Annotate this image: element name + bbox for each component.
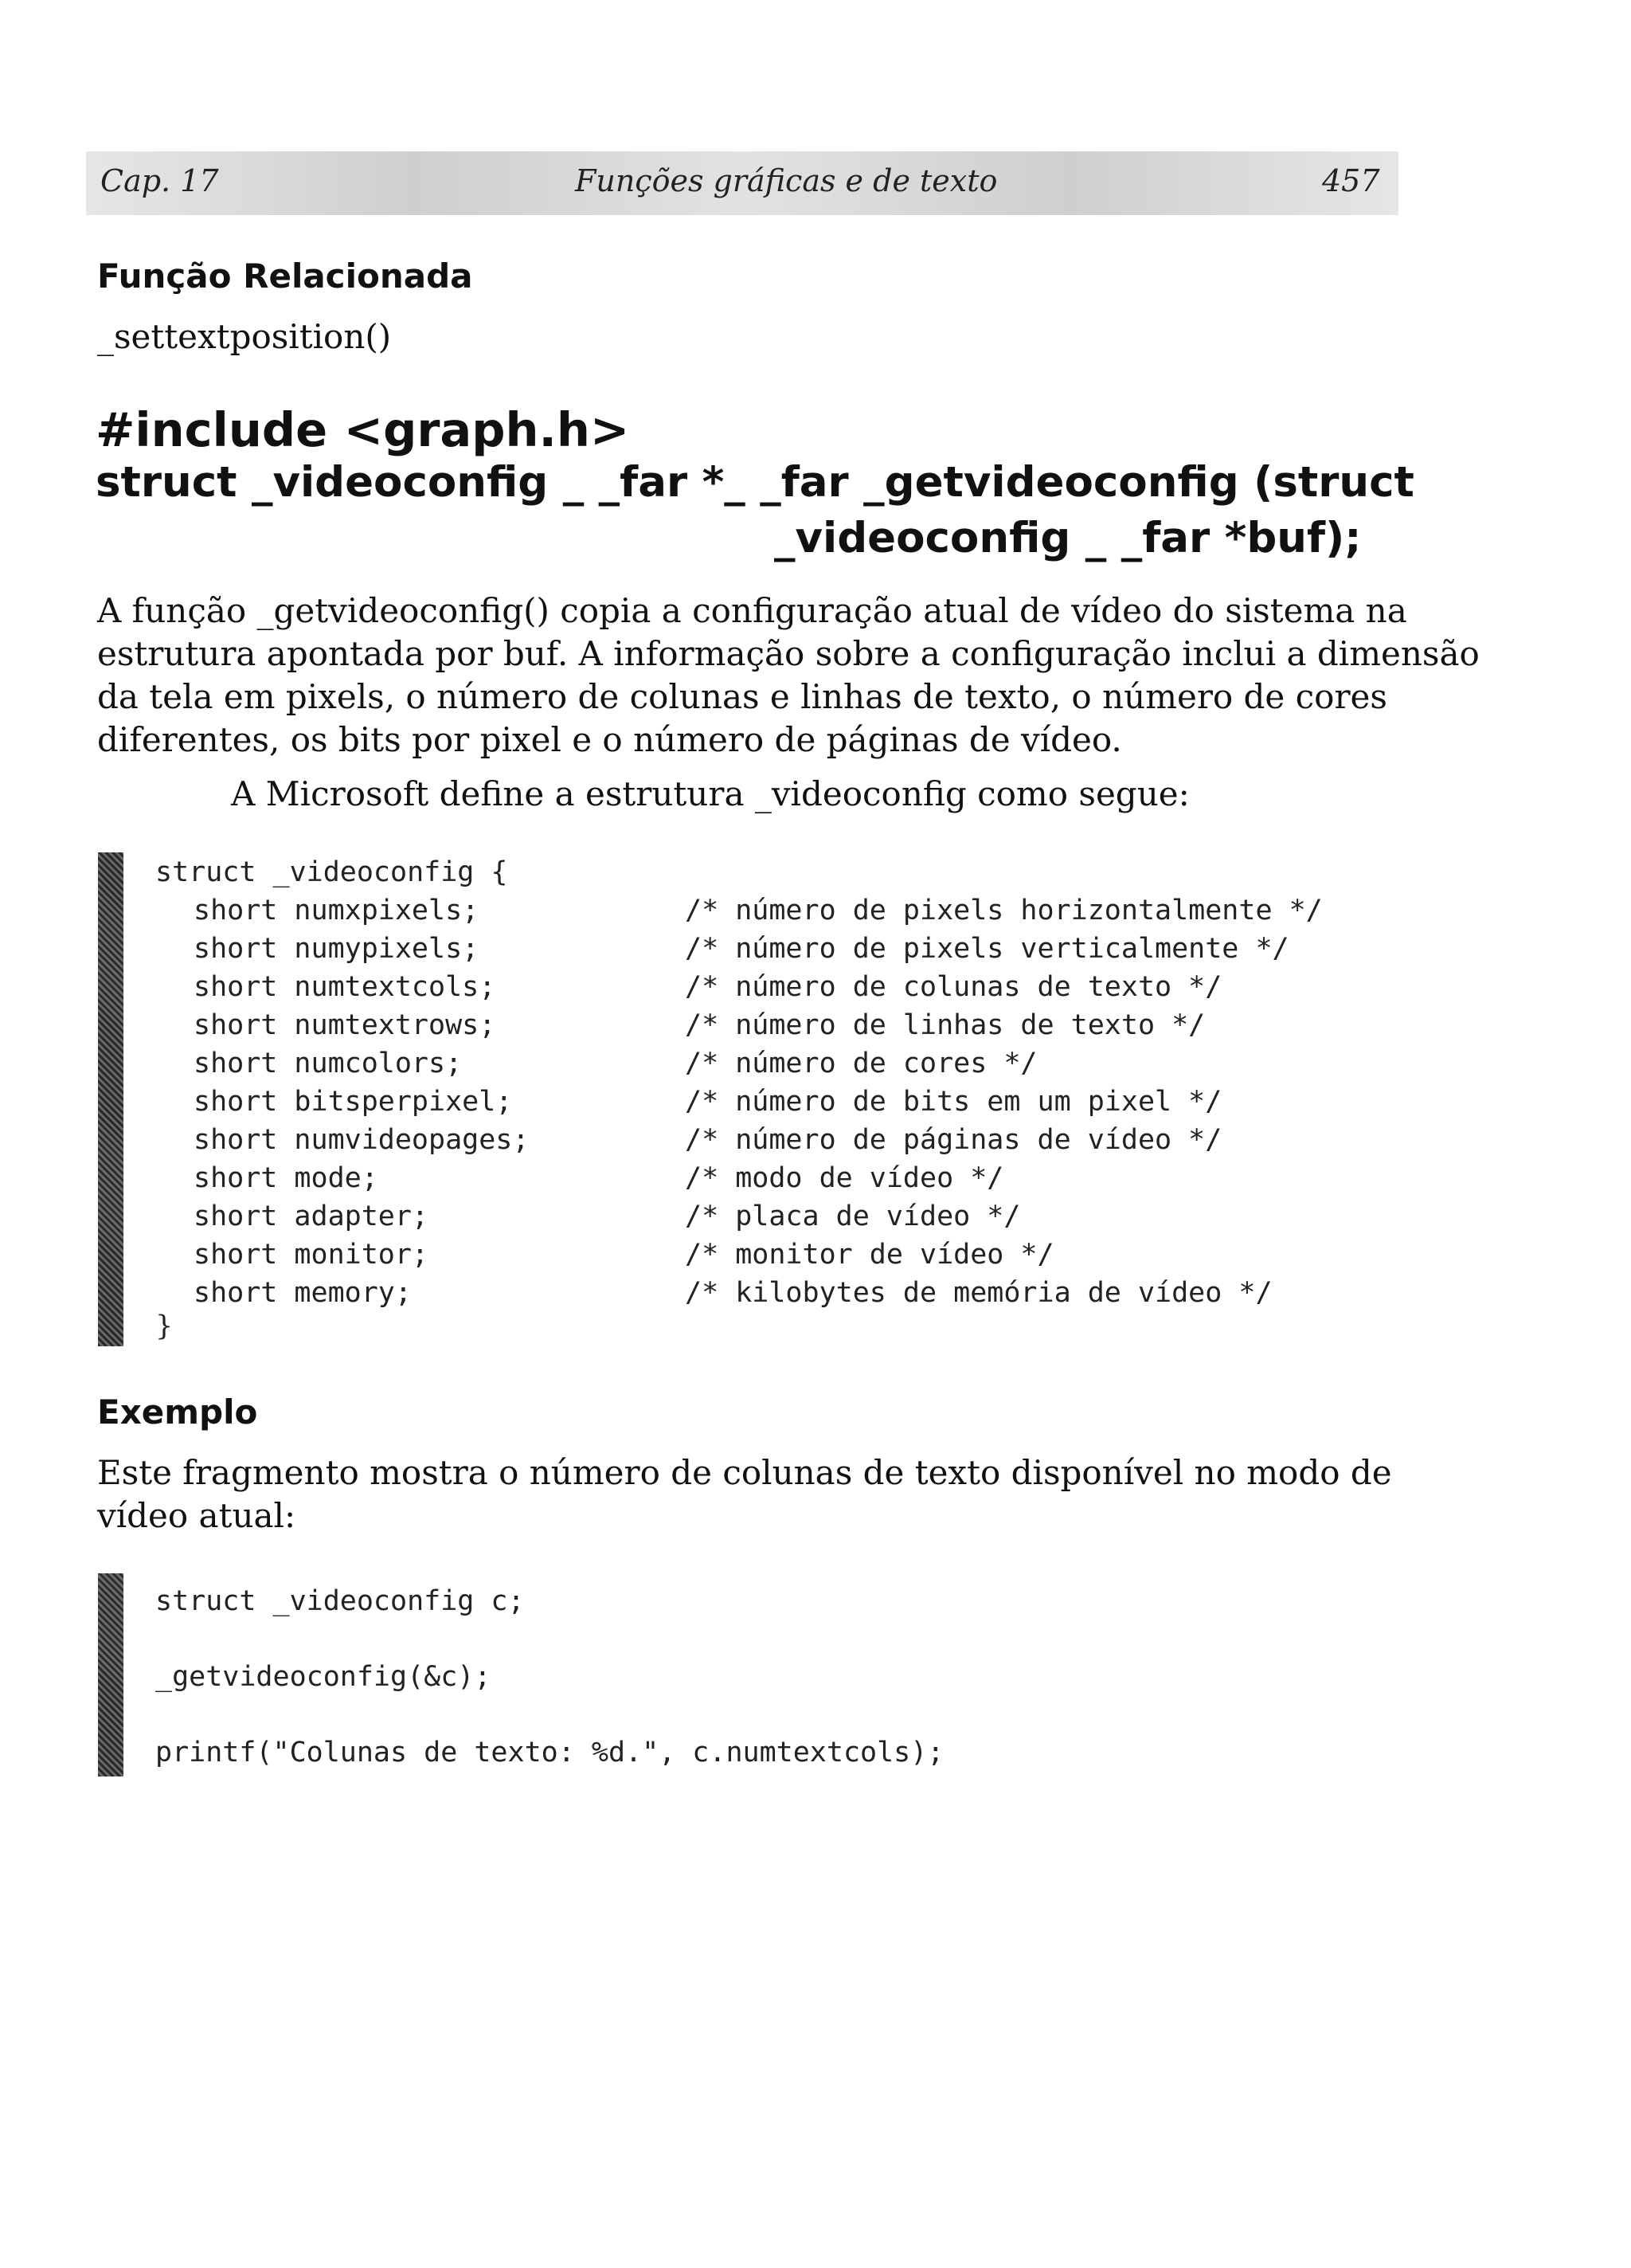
code-line: short mode; [194,1162,378,1194]
code-comment: /* número de cores */ [685,1048,1038,1079]
example-text-line-1: Este fragmento mostra o número de colunas de texto disponível no modo de [97,1453,1392,1492]
code-line: short numtextcols; [194,971,496,1003]
description-line-1: A função _getvideoconfig() copia a configuração atual de vídeo do sistema na [97,591,1407,630]
description-line-2: estrutura apontada por buf. A informação sobre a configuração inclui a dimensão [97,634,1480,673]
description-line-4: diferentes, os bits por pixel e o número de páginas de vídeo. [97,720,1122,759]
code-line: short numvideopages; [194,1124,530,1156]
code-line: short memory; [194,1277,412,1309]
code-line: short numtextrows; [194,1009,496,1041]
description-line-3: da tela em pixels, o número de colunas e linhas de texto, o número de cores [97,677,1387,716]
code-comment: /* número de linhas de texto */ [685,1009,1206,1041]
code-line: } [155,1310,174,1342]
prototype-signature-cont: _videoconfig _ _far *buf); [774,514,1362,562]
code-comment: /* placa de vídeo */ [685,1201,1021,1232]
code-comment: /* número de bits em um pixel */ [685,1086,1222,1118]
prototype-include: #include <graph.h> [96,402,630,457]
code-line: short bitsperpixel; [194,1086,513,1118]
chapter-label: Cap. 17 [100,163,219,198]
example-text-line-2: vídeo atual: [97,1496,296,1535]
page-number: 457 [1322,163,1380,198]
code-comment: /* número de pixels verticalmente */ [685,933,1289,965]
description-intro: A Microsoft define a estrutura _videoconfig como segue: [231,774,1190,813]
code-comment: /* kilobytes de memória de vídeo */ [685,1277,1273,1309]
code-comment: /* modo de vídeo */ [685,1162,1004,1194]
related-function-name: _settextposition() [97,317,392,356]
code-line: short numcolors; [194,1048,463,1079]
code-line: short numxpixels; [194,895,479,926]
example-heading: Exemplo [97,1393,258,1432]
code-line: short monitor; [194,1239,429,1271]
prototype-signature: struct _videoconfig _ _far *_ _far _getvideoconfig (struct [96,458,1414,507]
code-comment: /* número de pixels horizontalmente */ [685,895,1323,926]
related-function-heading: Função Relacionada [97,257,473,296]
code-line: printf("Colunas de texto: %d.", c.numtextcols); [155,1737,945,1769]
code-line: short adapter; [194,1201,429,1232]
example-code-bar [98,1573,123,1776]
code-line: struct _videoconfig c; [155,1585,525,1617]
code-comment: /* número de páginas de vídeo */ [685,1124,1222,1156]
code-comment: /* número de colunas de texto */ [685,971,1222,1003]
code-line: short numypixels; [194,933,479,965]
code-block-bar [98,852,123,1346]
code-comment: /* monitor de vídeo */ [685,1239,1054,1271]
chapter-title: Funções gráficas e de texto [575,163,998,198]
code-line: struct _videoconfig { [155,856,508,888]
code-line: _getvideoconfig(&c); [155,1661,491,1693]
